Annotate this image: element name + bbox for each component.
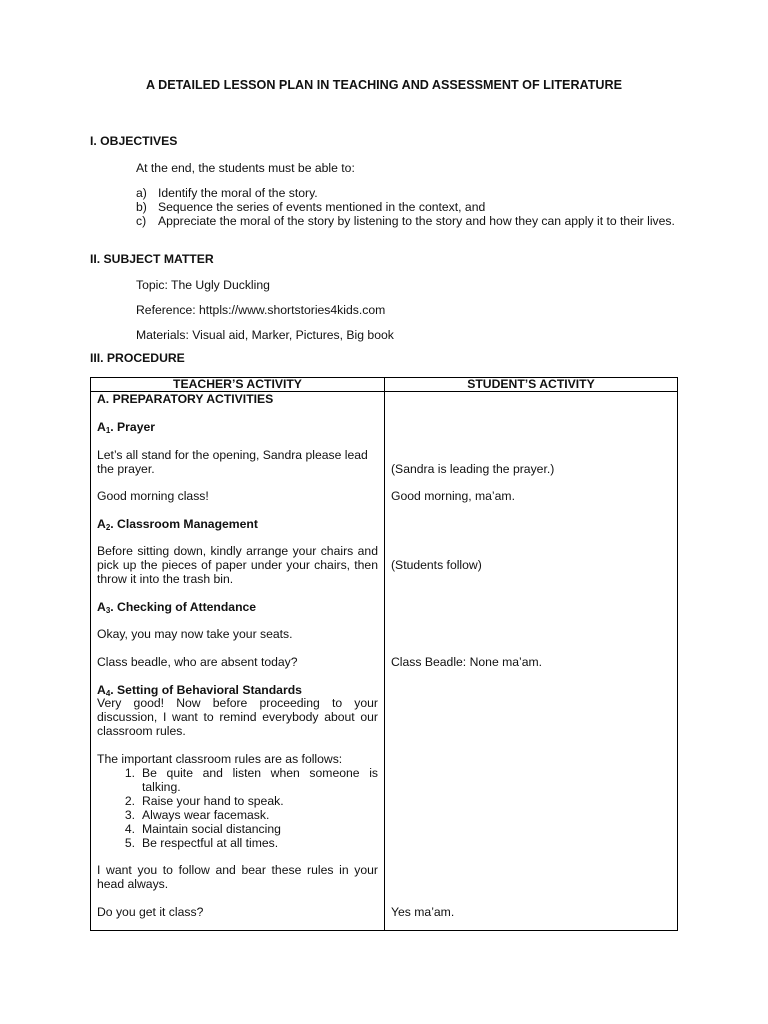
reference-line: Reference: httpls://www.shortstories4kids.com [136, 303, 386, 317]
rule-text: Be respectful at all times. [142, 836, 279, 850]
objectives-heading: I. OBJECTIVES [90, 134, 178, 148]
rule-number: 4. [124, 822, 135, 836]
objective-text: Appreciate the moral of the story by listening to the story and how they can apply it to their lives. [158, 214, 675, 228]
rule-text: Maintain social distancing [142, 822, 281, 836]
rule-number: 2. [124, 794, 135, 808]
behavioral-standards-heading: $A_4$. Setting of Behavioral Standards [97, 683, 302, 698]
student-activity-cell [385, 392, 678, 931]
subject-matter-heading: II. SUBJECT MATTER [90, 252, 214, 266]
management-response: (Students follow) [391, 558, 482, 572]
prayer-heading: $A_1$. Prayer [97, 420, 155, 435]
teacher-activity-header: TEACHER’S ACTIVITY [91, 378, 385, 392]
rules-intro: The important classroom rules are as follows: [97, 752, 343, 766]
objective-text: Sequence the series of events mentioned in the context, and [158, 200, 486, 214]
objective-text: Identify the moral of the story. [158, 186, 318, 200]
preparatory-activities-heading: A. PREPARATORY ACTIVITIES [97, 392, 274, 406]
materials-line: Materials: Visual aid, Marker, Pictures, Big book [136, 328, 394, 342]
procedure-table [90, 377, 678, 931]
attendance-heading: $A_3$. Checking of Attendance [97, 600, 257, 615]
follow-rules-text: I want you to follow and bear these rules in your head always. [97, 863, 378, 891]
rule-number: 3. [124, 808, 135, 822]
question-text: Do you get it class? [97, 905, 204, 919]
absent-question: Class beadle, who are absent today? [97, 655, 298, 669]
question-response: Yes ma’am. [391, 905, 455, 919]
objective-marker: b) [136, 200, 147, 214]
greeting-text: Good morning class! [97, 489, 209, 503]
topic-line: Topic: The Ugly Duckling [136, 278, 270, 292]
rule-number: 1. [124, 766, 135, 780]
seats-text: Okay, you may now take your seats. [97, 627, 293, 641]
absent-response: Class Beadle: None ma’am. [391, 655, 543, 669]
prayer-response: (Sandra is leading the prayer.) [391, 462, 555, 476]
document-title: A DETAILED LESSON PLAN IN TEACHING AND ASSESSMENT OF LITERATURE [145, 78, 622, 92]
objective-marker: a) [136, 186, 147, 200]
greeting-response: Good morning, ma’am. [391, 489, 515, 503]
prayer-text: Let’s all stand for the opening, Sandra please lead the prayer. [97, 448, 368, 476]
classroom-management-text: Before sitting down, kindly arrange your chairs and pick up the pieces of paper under your chairs, then throw it into the trash bin. [97, 544, 378, 586]
rule-number: 5. [124, 836, 135, 850]
rule-text: Raise your hand to speak. [142, 794, 284, 808]
rule-text: Always wear facemask. [142, 808, 270, 822]
classroom-management-heading: $A_2$. Classroom Management [97, 517, 258, 532]
student-activity-header: STUDENT’S ACTIVITY [385, 378, 678, 392]
objective-marker: c) [136, 214, 147, 228]
procedure-heading: III. PROCEDURE [90, 351, 185, 365]
teacher-activity-cell [91, 392, 385, 931]
rule-text: Be quite and listen when someone is talking. [142, 766, 378, 794]
objectives-intro: At the end, the students must be able to: [136, 161, 355, 175]
behavioral-standards-text: Very good! Now before proceeding to your discussion, I want to remind everybody about our classroom rules. [97, 696, 378, 738]
